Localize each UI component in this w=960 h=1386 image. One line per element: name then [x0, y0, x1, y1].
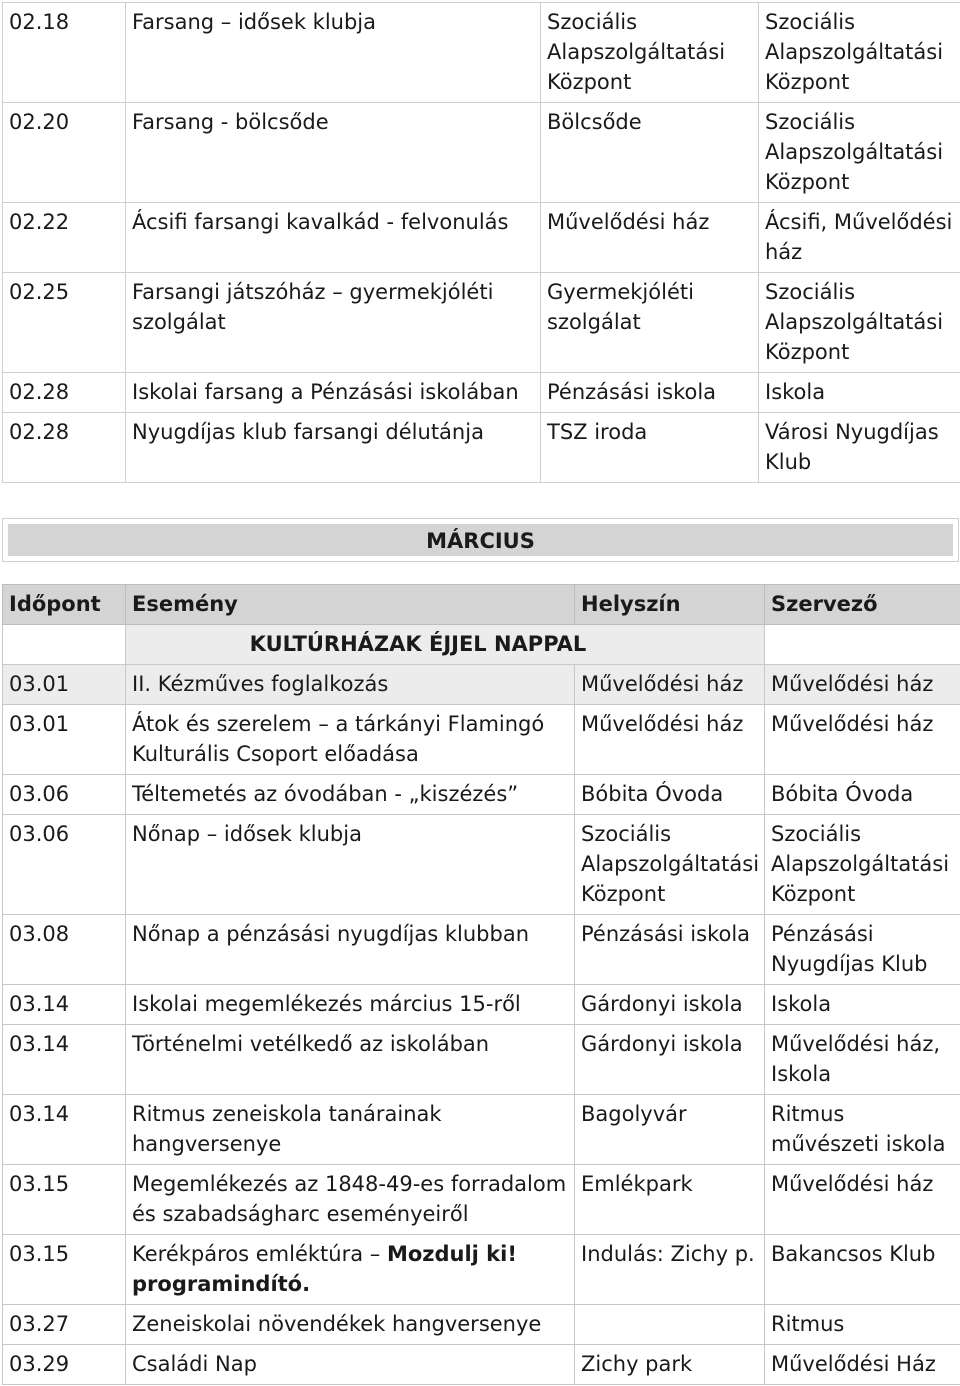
location-cell: TSZ iroda [541, 413, 759, 483]
event-cell: Farsang - bölcsőde [126, 103, 541, 203]
table-header-row [3, 585, 960, 625]
february-events-table [2, 2, 960, 483]
date-cell: 02.28 [3, 373, 126, 413]
event-cell: Történelmi vetélkedő az iskolában [126, 1025, 575, 1095]
location-cell: Művelődési ház [575, 705, 765, 775]
event-cell: Farsang – idősek klubja [126, 3, 541, 103]
table-row [3, 1305, 960, 1345]
organizer-cell: Pénzásási Nyugdíjas Klub [765, 915, 960, 985]
section-row [3, 625, 960, 665]
table-row [3, 1165, 960, 1235]
organizer-cell: Bóbita Óvoda [765, 775, 960, 815]
event-cell: Ácsifi farsangi kavalkád - felvonulás [126, 203, 541, 273]
section-blank-cell [3, 625, 126, 665]
table-row [3, 273, 960, 373]
location-cell: Pénzásási iskola [575, 915, 765, 985]
date-cell: 03.15 [3, 1165, 126, 1235]
location-cell: Szociális Alapszolgáltatási Központ [541, 3, 759, 103]
event-cell: II. Kézműves foglalkozás [126, 665, 575, 705]
organizer-cell: Művelődési ház [765, 665, 960, 705]
date-cell: 03.29 [3, 1345, 126, 1385]
table-row [3, 665, 960, 705]
header-location: Helyszín [575, 585, 765, 625]
february-rows [3, 3, 960, 483]
date-cell: 02.28 [3, 413, 126, 483]
event-cell: Átok és szerelem – a tárkányi Flamingó Kulturális Csoport előadása [126, 705, 575, 775]
date-cell: 03.08 [3, 915, 126, 985]
location-cell: Bölcsőde [541, 103, 759, 203]
event-cell: Ritmus zeneiskola tanárainak hangversenye [126, 1095, 575, 1165]
section-title: KULTÚRHÁZAK ÉJJEL NAPPAL [126, 625, 765, 665]
organizer-cell: Művelődési ház [765, 705, 960, 775]
table-row [3, 775, 960, 815]
date-cell: 02.20 [3, 103, 126, 203]
table-row [3, 815, 960, 915]
organizer-cell: Szociális Alapszolgáltatási Központ [759, 3, 960, 103]
organizer-cell: Szociális Alapszolgáltatási Központ [759, 103, 960, 203]
location-cell: Bagolyvár [575, 1095, 765, 1165]
event-cell: Téltemetés az óvodában - „kiszézés” [126, 775, 575, 815]
location-cell: Művelődési ház [575, 665, 765, 705]
march-events-table [2, 584, 960, 1385]
event-cell: Családi Nap [126, 1345, 575, 1385]
organizer-cell: Művelődési ház [765, 1165, 960, 1235]
event-cell: Nőnap – idősek klubja [126, 815, 575, 915]
header-event: Esemény [126, 585, 575, 625]
table-row [3, 413, 960, 483]
table-row [3, 373, 960, 413]
date-cell: 03.06 [3, 775, 126, 815]
event-bold-text: Mozdulj ki! programindító. [132, 1242, 517, 1296]
location-cell: Szociális Alapszolgáltatási Központ [575, 815, 765, 915]
table-row [3, 705, 960, 775]
table-row [3, 985, 960, 1025]
date-cell: 03.01 [3, 705, 126, 775]
table-row [3, 1345, 960, 1385]
table-row [3, 1025, 960, 1095]
event-cell: Zeneiskolai növendékek hangversenye [126, 1305, 575, 1345]
organizer-cell: Ritmus művészeti iskola [765, 1095, 960, 1165]
header-date: Időpont [3, 585, 126, 625]
organizer-cell: Ácsifi, Művelődési ház [759, 203, 960, 273]
location-cell: Gárdonyi iskola [575, 985, 765, 1025]
location-cell: Művelődési ház [541, 203, 759, 273]
table-row [3, 1095, 960, 1165]
event-cell [126, 1235, 575, 1305]
event-cell: Farsangi játszóház – gyermekjóléti szolgálat [126, 273, 541, 373]
march-rows [3, 625, 960, 1385]
organizer-cell: Városi Nyugdíjas Klub [759, 413, 960, 483]
event-cell: Iskolai megemlékezés március 15-ről [126, 985, 575, 1025]
location-cell: Bóbita Óvoda [575, 775, 765, 815]
date-cell: 02.22 [3, 203, 126, 273]
location-cell: Gárdonyi iskola [575, 1025, 765, 1095]
organizer-cell: Iskola [765, 985, 960, 1025]
organizer-cell: Művelődési Ház [765, 1345, 960, 1385]
header-organizer: Szervező [765, 585, 960, 625]
section-blank-cell [765, 625, 960, 665]
event-cell: Nőnap a pénzásási nyugdíjas klubban [126, 915, 575, 985]
table-row [3, 915, 960, 985]
date-cell: 03.14 [3, 985, 126, 1025]
date-cell: 03.27 [3, 1305, 126, 1345]
organizer-cell: Iskola [759, 373, 960, 413]
table-row [3, 103, 960, 203]
event-cell: Megemlékezés az 1848-49-es forradalom és szabadságharc eseményeiről [126, 1165, 575, 1235]
month-title: MÁRCIUS [8, 524, 953, 556]
location-cell: Indulás: Zichy p. [575, 1235, 765, 1305]
date-cell: 03.15 [3, 1235, 126, 1305]
event-cell: Iskolai farsang a Pénzásási iskolában [126, 373, 541, 413]
organizer-cell: Művelődési ház, Iskola [765, 1025, 960, 1095]
table-row [3, 3, 960, 103]
location-cell [575, 1305, 765, 1345]
location-cell: Emlékpark [575, 1165, 765, 1235]
date-cell: 03.14 [3, 1095, 126, 1165]
date-cell: 03.14 [3, 1025, 126, 1095]
location-cell: Zichy park [575, 1345, 765, 1385]
organizer-cell: Szociális Alapszolgáltatási Központ [759, 273, 960, 373]
table-row [3, 203, 960, 273]
organizer-cell: Bakancsos Klub [765, 1235, 960, 1305]
month-banner [2, 518, 959, 562]
date-cell: 02.25 [3, 273, 126, 373]
organizer-cell: Ritmus [765, 1305, 960, 1345]
date-cell: 03.01 [3, 665, 126, 705]
organizer-cell: Szociális Alapszolgáltatási Központ [765, 815, 960, 915]
date-cell: 02.18 [3, 3, 126, 103]
event-text: Kerékpáros emléktúra – [132, 1242, 387, 1266]
location-cell: Gyermekjóléti szolgálat [541, 273, 759, 373]
table-row [3, 1235, 960, 1305]
date-cell: 03.06 [3, 815, 126, 915]
event-cell: Nyugdíjas klub farsangi délutánja [126, 413, 541, 483]
location-cell: Pénzásási iskola [541, 373, 759, 413]
